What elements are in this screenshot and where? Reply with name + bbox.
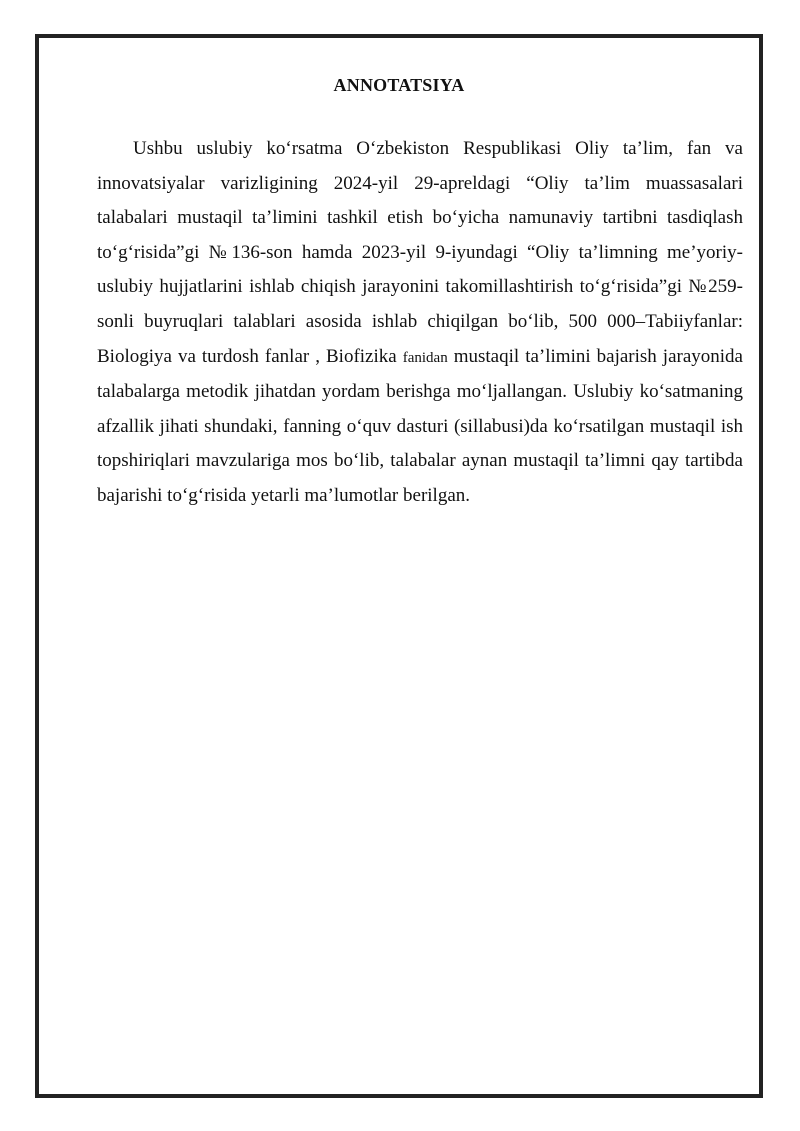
paragraph-text-part2: mustaqil taʼlimini bajarish jarayonida talabalarga metodik jihatdan yordam berishga moʻljallangan. Uslubiy koʻsatmaning afzallik jihati shundaki, fanning oʻquv dasturi (sillabusi)da koʻrsatilgan mustaqil ish topshiriqlari mavzulariga mos boʻlib, talabalar aynan mustaqil taʼlimni qay tartibda bajarishi toʻgʻrisida yetarli maʼlumotlar berilgan.: [97, 345, 743, 506]
document-title: ANNOTATSIYA: [333, 75, 465, 95]
annotation-paragraph: [97, 132, 743, 514]
paragraph-text-part1: Ushbu uslubiy koʻrsatma Oʻzbekiston Respublikasi Oliy taʼlim, fan va innovatsiyalar varizligining 2024-yil 29-apreldagi “Oliy taʼlim muassasalari talabalari mustaqil taʼlimini tashkil etish boʻyicha namunaviy tartibni tasdiqlash toʻgʻrisida”gi №136-son hamda 2023-yil 9-iyundagi “Oliy taʼlimning meʼyoriy-uslubiy hujjatlarini ishlab chiqish jarayonini takomillashtirish toʻgʻrisida”gi №259-sonli buyruqlari talablari asosida ishlab chiqilgan boʻlib, 500 000–Tabiiyfanlar: Biologiya va turdosh fanlar , Biofizika: [97, 138, 743, 367]
paragraph-text-small: fanidan: [402, 349, 448, 366]
